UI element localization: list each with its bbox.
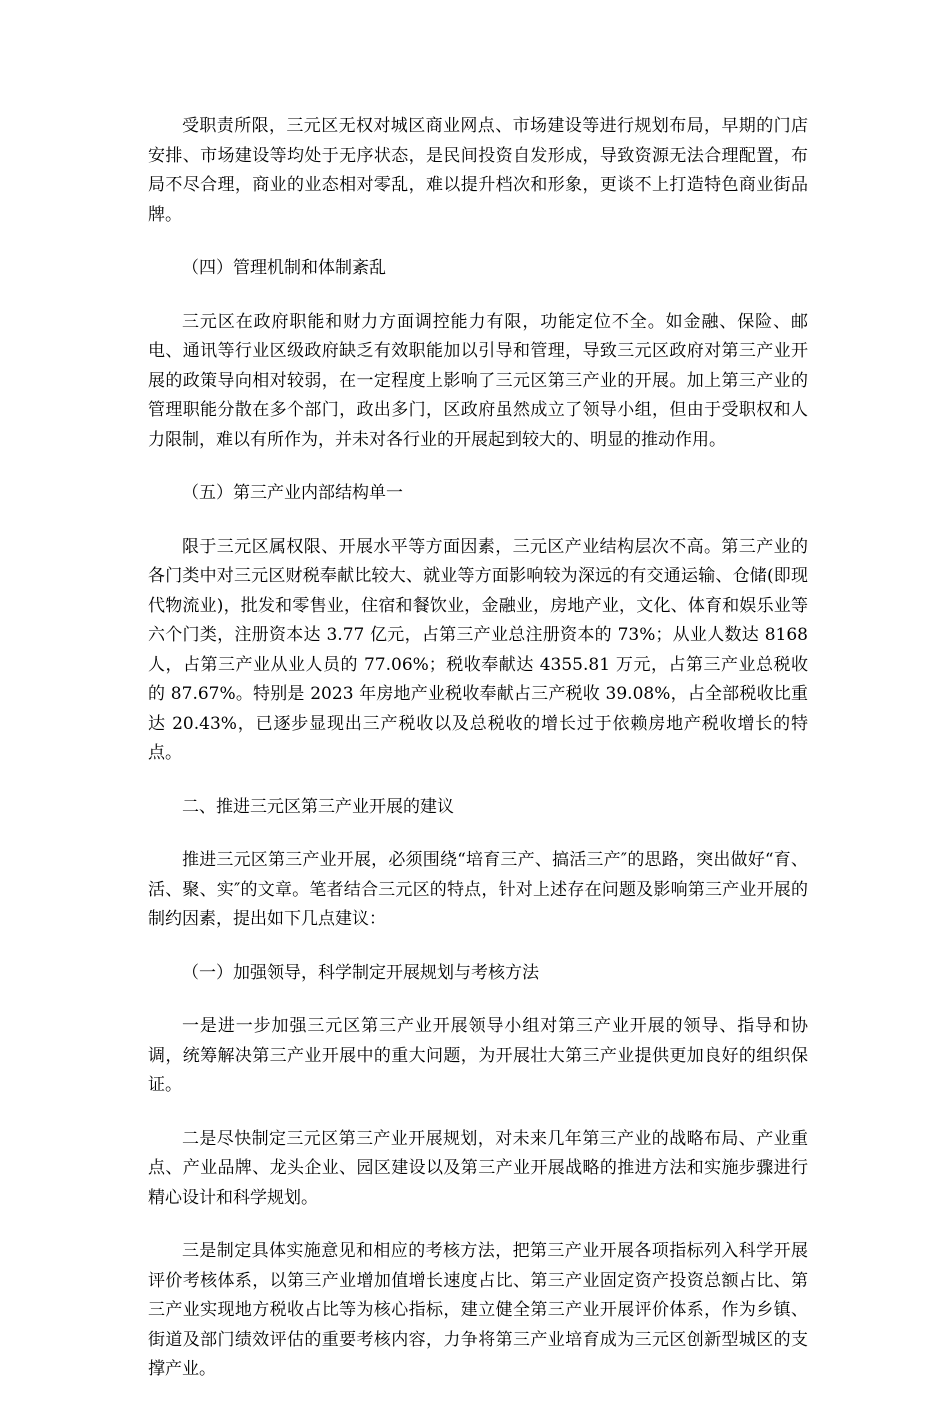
paragraph-commerce-layout: 受职责所限，三元区无权对城区商业网点、市场建设等进行规划布局，早期的门店安排、市场建设等均处于无序状态，是民间投资自发形成，导致资源无法合理配置，布局不尽合理，商业的业态相对零乱，难以提升档次和形象，更谈不上打造特色商业街品牌。 <box>148 116 808 225</box>
document-page <box>148 112 808 1409</box>
section-heading-structure: （五）第三产业内部结构单一 <box>182 483 403 503</box>
paragraph-government-functions: 三元区在政府职能和财力方面调控能力有限，功能定位不全。如金融、保险、邮电、通讯等行业区级政府缺乏有效职能加以引导和管理，导致三元区政府对第三产业开展的政策导向相对较弱，在一定程度上影响了三元区第三产业的开展。加上第三产业的管理职能分散在多个部门，政出多门，区政府虽然成立了领导小组，但由于受职权和人力限制，难以有所作为，并未对各行业的开展起到较大的、明显的推动作用。 <box>148 311 808 450</box>
section-heading-leadership: （一）加强领导，科学制定开展规划与考核方法 <box>182 962 539 983</box>
paragraph-point-two: 二是尽快制定三元区第三产业开展规划，对未来几年第三产业的战略布局、产业重点、产业品牌、龙头企业、园区建设以及第三产业开展战略的推进方法和实施步骤进行精心设计和科学规划。 <box>148 1128 808 1208</box>
section-heading-management: （四）管理机制和体制紊乱 <box>182 258 386 278</box>
paragraph-point-one: 一是进一步加强三元区第三产业开展领导小组对第三产业开展的领导、指导和协调，统筹解决第三产业开展中的重大问题，为开展壮大第三产业提供更加良好的组织保证。 <box>148 1016 808 1095</box>
paragraph-point-three: 三是制定具体实施意见和相应的考核方法，把第三产业开展各项指标列入科学开展评价考核体系，以第三产业增加值增长速度占比、第三产业固定资产投资总额占比、第三产业实现地方税收占比等为核心指标，建立健全第三产业开展评价体系，作为乡镇、街道及部门绩效评估的重要考核内容，力争将第三产业培育成为三元区创新型城区的支撑产业。 <box>148 1241 808 1379</box>
paragraph-suggestions-intro: 推进三元区第三产业开展，必须围绕“培育三产、搞活三产″的思路，突出做好“育、活、聚、实″的文章。笔者结合三元区的特点，针对上述存在问题及影响第三产业开展的制约因素，提出如下几点建议： <box>148 850 808 929</box>
paragraph-industry-structure: 限于三元区属权限、开展水平等方面因素，三元区产业结构层次不高。第三产业的各门类中对三元区财税奉献比较大、就业等方面影响较为深远的有交通运输、仓储(即现代物流业)，批发和零售业，住宿和餐饮业，金融业，房地产业，文化、体育和娱乐业等六个门类，注册资本达 3.77 亿元，占第三产业总注册资本的 73%；从业人数达 8168 人，占第三产业从业人员的 77.06%；税收奉献达 4355.81 万元，占第三产业总税收的 87.67%。特别是 2023 年房地产业税收奉献占三产税收 39.08%，占全部税收比重达 20.43%，已逐步显现出三产税收以及总税收的增长过于依赖房地产税收增长的特点。 <box>148 536 808 763</box>
section-heading-suggestions: 二、推进三元区第三产业开展的建议 <box>182 796 454 817</box>
